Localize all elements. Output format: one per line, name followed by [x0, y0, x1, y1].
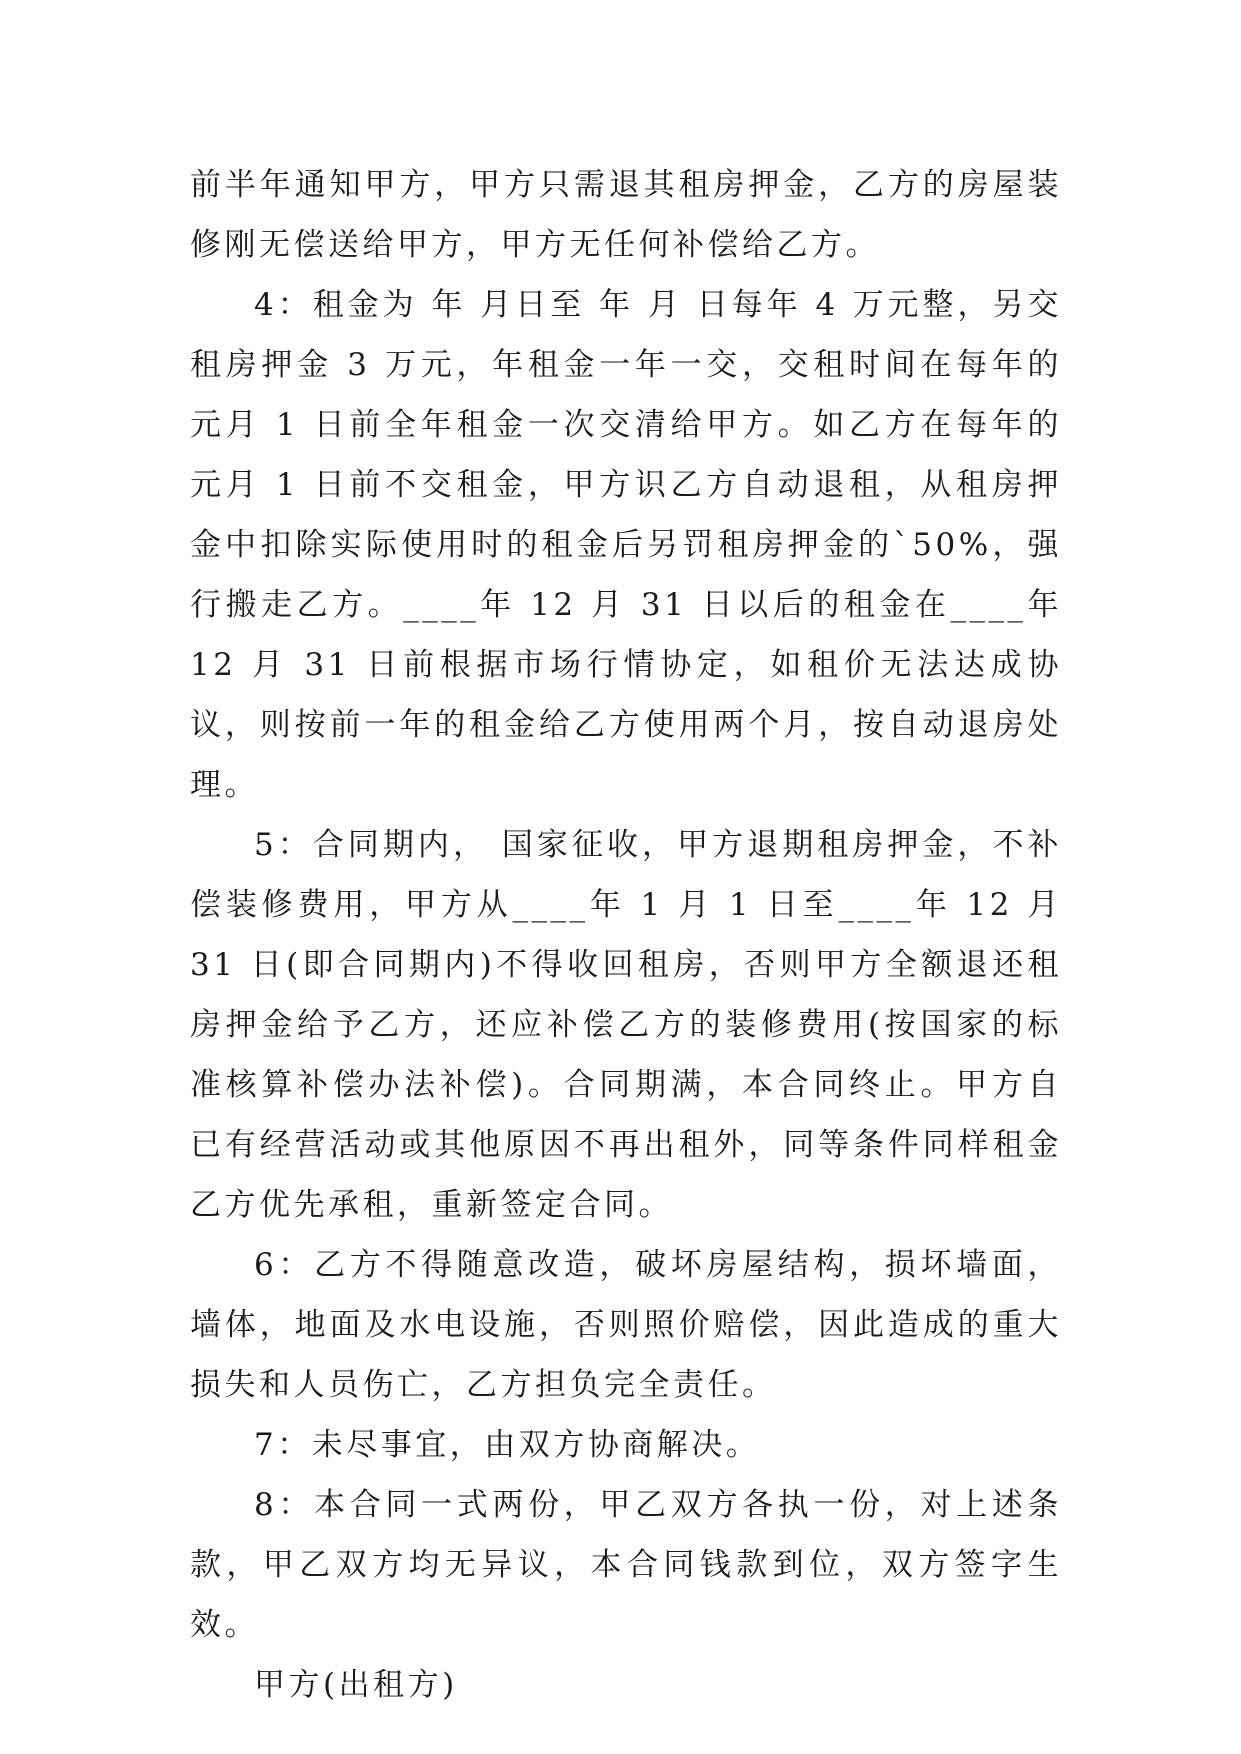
clause-5-contract-period: 5：合同期内， 国家征收，甲方退期租房押金，不补偿装修费用，甲方从____年 1 月 1 日至____年 12 月 31 日(即合同期内)不得收回租房，否则甲方全额退还租房押金给予乙方，还应补偿乙方的装修费用(按国家的标准核算补偿办法补偿)。合同期满，本合同终止。甲方自已有经营活动或其他原因不再出租外，同等条件同样租金乙方优先承租，重新签定合同。: [190, 827, 1062, 1223]
document-body: [190, 155, 1062, 1715]
paragraph-continuation: 前半年通知甲方，甲方只需退其租房押金，乙方的房屋装修刚无偿送给甲方，甲方无任何补偿给乙方。: [190, 167, 1062, 263]
party-a-signature-label: 甲方(出租方): [254, 1667, 458, 1703]
clause-6-property-damage: 6：乙方不得随意改造，破坏房屋结构，损坏墙面，墙体，地面及水电设施，否则照价赔偿，因此造成的重大损失和人员伤亡，乙方担负完全责任。: [190, 1247, 1062, 1403]
clause-4-rent: 4：租金为 年 月日至 年 月 日每年 4 万元整，另交租房押金 3 万元，年租金一年一交，交租时间在每年的元月 1 日前全年租金一次交清给甲方。如乙方在每年的元月 1 日前不交租金，甲方识乙方自动退租，从租房押金中扣除实际使用时的租金后另罚租房押金的`50%，强行搬走乙方。____年 12 月 31 日以后的租金在____年 12 月 31 日前根据市场行情协定，如租价无法达成协议，则按前一年的租金给乙方使用两个月，按自动退房处理。: [190, 287, 1062, 803]
clause-7-unresolved-matters: 7：未尽事宜，由双方协商解决。: [254, 1427, 761, 1463]
clause-8-copies: 8：本合同一式两份，甲乙双方各执一份，对上述条款，甲乙双方均无异议，本合同钱款到位，双方签字生效。: [190, 1487, 1062, 1643]
